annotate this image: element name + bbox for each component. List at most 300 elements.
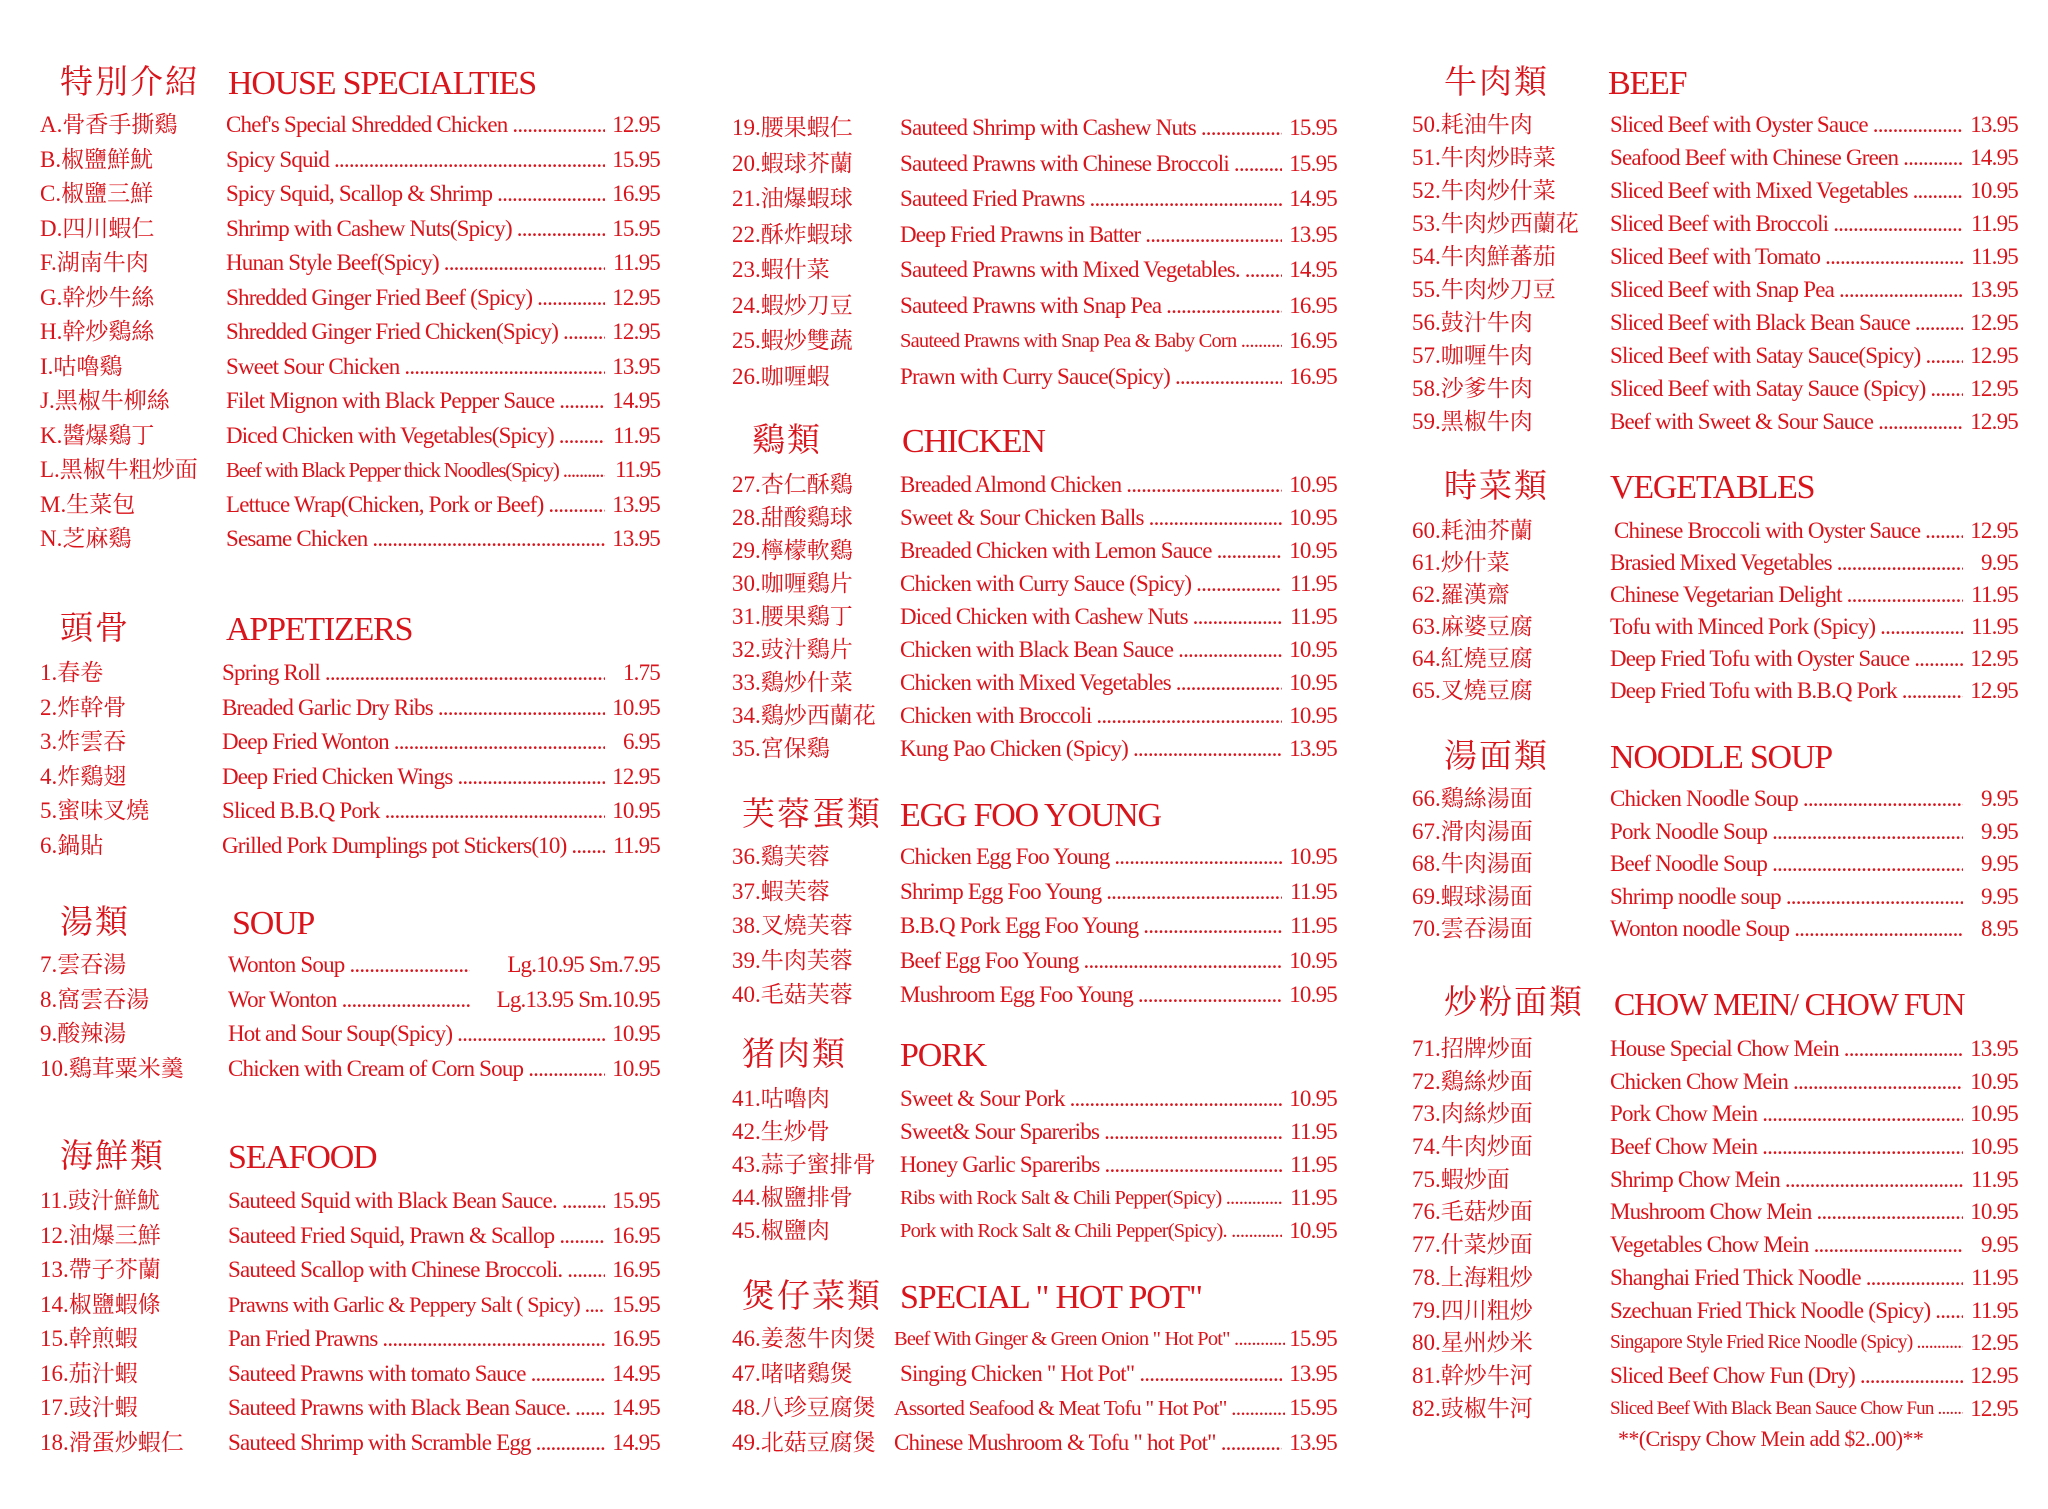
item-price: 13.95	[609, 350, 660, 385]
item-price: 16.95	[609, 177, 660, 212]
item-name-zh: 60.耗油芥蘭	[1412, 518, 1533, 543]
item-price: 13.95	[609, 522, 660, 557]
item-name-en: Sauteed Prawns with Black Bean Sauce. .....	[228, 1391, 605, 1426]
menu-item	[1412, 141, 2018, 174]
item-name-zh: 15.幹煎蝦	[40, 1326, 138, 1351]
menu-item-list	[732, 111, 1337, 395]
item-name-en: Shanghai Fried Thick Noodle .....	[1610, 1261, 1963, 1296]
item-name-zh: I.咕嚕鷄	[40, 353, 123, 379]
item-name-en: Hot and Sour Soup(Spicy) .....	[228, 1017, 605, 1052]
item-name-zh: 2.炸幹骨	[40, 694, 127, 720]
item-name-zh: 13.帶子芥蘭	[40, 1257, 161, 1282]
item-price: 10.95	[1286, 501, 1337, 536]
menu-item	[1412, 306, 2018, 339]
item-name-en: Diced Chicken with Vegetables(Spicy) .....	[226, 419, 605, 454]
item-price: 11.95	[610, 829, 660, 864]
item-price: 13.95	[1286, 218, 1337, 253]
item-name-zh: M.生菜包	[40, 491, 136, 517]
menu-item	[732, 534, 1337, 567]
item-name-zh: 20.蝦球芥蘭	[732, 150, 853, 176]
item-price: 16.95	[1286, 324, 1337, 359]
menu-item	[1412, 1392, 2018, 1425]
item-name-en: Sliced Beef with Tomato .....	[1610, 240, 1963, 275]
item-name-en: Ribs with Rock Salt & Chili Pepper(Spicy) .....	[900, 1181, 1282, 1216]
item-name-en: Chef's Special Shredded Chicken .....	[226, 108, 605, 143]
menu-item-list	[732, 840, 1337, 1013]
menu-item	[40, 794, 660, 829]
item-name-en: Chicken Chow Mein .....	[1610, 1065, 1963, 1100]
item-price: 10.95	[1286, 699, 1337, 734]
item-price: 13.95	[1967, 273, 2018, 308]
item-name-zh: 17.豉汁蝦	[40, 1395, 138, 1420]
item-name-en: Sauteed Prawns with tomato Sauce .....	[228, 1357, 605, 1392]
menu-item	[40, 246, 660, 281]
item-price: 10.95	[1286, 978, 1337, 1013]
item-name-en: Sweet Sour Chicken .....	[226, 350, 605, 385]
item-name-zh: 63.麻婆豆腐	[1412, 614, 1533, 639]
item-price: 14.95	[1286, 182, 1337, 217]
item-name-zh: 61.炒什菜	[1412, 550, 1510, 575]
item-name-en: Wor Wonton .....	[228, 983, 470, 1018]
item-name-en: Deep Fried Chicken Wings .....	[222, 760, 605, 795]
menu-item	[1412, 240, 2018, 273]
item-price: 14.95	[609, 1391, 660, 1426]
menu-item	[40, 983, 660, 1018]
item-name-zh: K.醬爆鷄丁	[40, 422, 155, 448]
section-title-zh: 時菜類	[1444, 469, 1549, 505]
menu-item	[1412, 1130, 2018, 1163]
menu-item	[732, 732, 1337, 765]
item-name-zh: 6.鍋貼	[40, 832, 104, 858]
item-price: 12.95	[609, 315, 660, 350]
item-name-en: Sliced Beef with Mixed Vegetables .....	[1610, 174, 1963, 209]
item-name-en: Mushroom Chow Mein .....	[1610, 1195, 1963, 1230]
menu-item	[732, 360, 1337, 396]
menu-item-list	[1412, 514, 2018, 706]
menu-item	[1412, 815, 2018, 848]
item-price: Lg.10.95 Sm.7.95	[504, 948, 660, 983]
item-price: 11.95	[1287, 1181, 1337, 1216]
item-price: Lg.13.95 Sm.10.95	[494, 983, 660, 1018]
menu-item	[1412, 1032, 2018, 1065]
item-price: 10.95	[1967, 174, 2018, 209]
menu-item	[732, 1322, 1337, 1357]
item-name-en: Chicken with Curry Sauce (Spicy) .....	[900, 567, 1282, 602]
item-name-zh: 37.蝦芙蓉	[732, 878, 830, 904]
item-name-en: Sauteed Prawns with Snap Pea & Baby Corn .....	[900, 324, 1282, 359]
item-name-zh: N.芝麻鷄	[40, 526, 132, 551]
item-price: 15.95	[1286, 111, 1337, 146]
menu-item	[732, 1082, 1337, 1115]
item-name-zh: 38.叉燒芙蓉	[732, 913, 853, 938]
menu-item	[1412, 1195, 2018, 1228]
menu-item	[1412, 782, 2018, 815]
item-price: 16.95	[1286, 360, 1337, 395]
item-name-en: Pork Chow Mein .....	[1610, 1097, 1963, 1132]
item-price: 10.95	[1967, 1130, 2018, 1165]
item-name-en: House Special Chow Mein .....	[1610, 1032, 1963, 1067]
menu-item	[732, 182, 1337, 218]
menu-item	[40, 212, 660, 247]
item-price: 10.95	[1286, 666, 1337, 701]
section-title-en: CHICKEN	[902, 423, 1045, 460]
menu-item	[40, 1391, 660, 1426]
menu-item	[732, 567, 1337, 600]
item-name-en: Sweet & Sour Pork .....	[900, 1082, 1282, 1117]
item-price: 10.95	[1967, 1195, 2018, 1230]
item-name-zh: 5.蜜味叉燒	[40, 798, 150, 823]
item-name-en: Beef with Sweet & Sour Sauce .....	[1610, 405, 1963, 440]
item-price: 11.95	[1287, 909, 1337, 944]
item-name-zh: 58.沙爹牛肉	[1412, 376, 1533, 401]
item-price: 8.95	[1978, 912, 2018, 947]
item-price: 14.95	[609, 384, 660, 419]
item-name-zh: 77.什菜炒面	[1412, 1232, 1533, 1258]
item-name-en: Sliced Beef Chow Fun (Dry) .....	[1610, 1359, 1963, 1394]
item-price: 12.95	[1967, 306, 2018, 341]
item-name-en: Chinese Vegetarian Delight .....	[1610, 578, 1963, 613]
menu-item	[1412, 514, 2018, 546]
item-name-en: Shrimp Chow Mein .....	[1610, 1163, 1963, 1198]
item-name-zh: 4.炸鷄翅	[40, 763, 127, 789]
item-name-zh: 7.雲吞湯	[40, 952, 127, 977]
menu-item	[732, 1357, 1337, 1392]
menu-item	[40, 1322, 660, 1357]
item-name-en: Sliced Beef with Black Bean Sauce .....	[1610, 306, 1963, 341]
item-name-zh: D.四川蝦仁	[40, 215, 155, 241]
menu-item-list	[1412, 782, 2018, 945]
item-name-en: Beef with Black Pepper thick Noodles(Spicy) .....	[226, 453, 605, 488]
item-name-en: Kung Pao Chicken (Spicy) .....	[900, 732, 1282, 767]
crispy-chow-mein-footnote: **(Crispy Chow Mein add $2..00)**	[1618, 1426, 1924, 1451]
item-name-en: Shredded Ginger Fried Chicken(Spicy) .....	[226, 315, 605, 350]
item-name-zh: 80.星州炒米	[1412, 1330, 1533, 1356]
menu-item	[40, 691, 660, 726]
item-name-en: Beef Egg Foo Young .....	[900, 944, 1282, 979]
item-name-zh: 56.鼓汁牛肉	[1412, 310, 1533, 335]
menu-item	[732, 1181, 1337, 1214]
item-price: 15.95	[1286, 1391, 1337, 1426]
item-price: 13.95	[1286, 1357, 1337, 1392]
item-name-en: Prawn with Curry Sauce(Spicy) .....	[900, 360, 1282, 395]
item-name-zh: 18.滑蛋炒蝦仁	[40, 1429, 184, 1455]
item-price: 11.95	[1287, 875, 1337, 910]
item-price: 10.95	[609, 794, 660, 829]
item-name-en: Breaded Almond Chicken .....	[900, 468, 1282, 503]
item-name-zh: 39.牛肉芙蓉	[732, 947, 853, 973]
item-price: 12.95	[609, 108, 660, 143]
section-title-en: PORK	[900, 1037, 986, 1074]
item-price: 12.95	[609, 281, 660, 316]
menu-item	[40, 281, 660, 316]
item-name-zh: 47.啫啫鷄煲	[732, 1360, 853, 1386]
item-name-zh: 35.宮保鷄	[732, 736, 830, 761]
menu-item	[1412, 610, 2018, 642]
item-price: 11.95	[1968, 240, 2018, 275]
menu-item	[1412, 1228, 2018, 1261]
item-price: 9.95	[1978, 880, 2018, 915]
item-price: 16.95	[1286, 289, 1337, 324]
item-name-en: Sliced Beef With Black Bean Sauce Chow Fun .....	[1610, 1392, 1963, 1427]
menu-item	[1412, 1359, 2018, 1392]
item-name-en: Sweet& Sour Spareribs .....	[900, 1115, 1282, 1150]
item-name-en: Deep Fried Prawns in Batter .....	[900, 218, 1282, 253]
menu-item	[40, 725, 660, 760]
menu-item	[732, 468, 1337, 501]
item-price: 11.95	[610, 246, 660, 281]
item-name-zh: C.椒鹽三鮮	[40, 181, 154, 206]
item-price: 9.95	[1978, 815, 2018, 850]
item-name-en: Chicken with Cream of Corn Soup .....	[228, 1052, 605, 1087]
section-title-zh: 芙蓉蛋類	[742, 797, 882, 833]
item-name-en: Sliced Beef with Oyster Sauce .....	[1610, 108, 1963, 143]
item-name-en: Chicken with Broccoli .....	[900, 699, 1282, 734]
item-price: 10.95	[609, 1052, 660, 1087]
item-price: 11.95	[1287, 1148, 1337, 1183]
section-title-en: EGG FOO YOUNG	[900, 797, 1161, 834]
item-price: 12.95	[1967, 1326, 2018, 1361]
item-price: 10.95	[1286, 840, 1337, 875]
item-name-zh: 33.鷄炒什菜	[732, 670, 853, 695]
menu-item	[732, 875, 1337, 910]
item-name-en: Chicken Egg Foo Young .....	[900, 840, 1282, 875]
menu-item	[40, 453, 660, 488]
menu-item	[732, 1115, 1337, 1148]
item-name-en: Sauteed Prawns with Mixed Vegetables. .....	[900, 253, 1282, 288]
section-title-en: BEEF	[1608, 65, 1687, 102]
item-name-zh: H.幹炒鷄絲	[40, 319, 155, 344]
section-title-zh: 頭骨	[60, 611, 130, 647]
menu-item	[1412, 880, 2018, 913]
menu-item-list	[732, 1322, 1337, 1460]
item-price: 10.95	[609, 1017, 660, 1052]
item-price: 10.95	[1967, 1097, 2018, 1132]
section-title-zh: 鷄類	[752, 423, 822, 459]
item-name-zh: 34.鷄炒西蘭花	[732, 703, 876, 728]
item-name-zh: 42.生炒骨	[732, 1119, 830, 1144]
item-name-en: Spicy Squid .....	[226, 143, 605, 178]
section-title-zh: 海鮮類	[60, 1139, 165, 1175]
menu-item	[40, 1219, 660, 1254]
menu-item	[732, 666, 1337, 699]
item-price: 11.95	[1287, 1115, 1337, 1150]
item-name-zh: 53.牛肉炒西蘭花	[1412, 211, 1579, 236]
item-name-zh: F.湖南牛肉	[40, 250, 149, 275]
item-name-en: Sauteed Squid with Black Bean Sauce. .....	[228, 1184, 605, 1219]
item-name-zh: 81.幹炒牛河	[1412, 1362, 1533, 1388]
menu-item	[732, 289, 1337, 325]
item-name-en: Filet Mignon with Black Pepper Sauce .....	[226, 384, 605, 419]
item-name-zh: 12.油爆三鮮	[40, 1222, 161, 1248]
menu-item	[1412, 174, 2018, 207]
menu-item	[732, 1214, 1337, 1247]
menu-item	[732, 699, 1337, 732]
item-name-zh: 49.北菇豆腐煲	[732, 1429, 876, 1455]
item-name-en: Sauteed Shrimp with Scramble Egg .....	[228, 1426, 605, 1461]
item-price: 13.95	[1967, 108, 2018, 143]
item-price: 15.95	[1286, 147, 1337, 182]
menu-item	[40, 384, 660, 419]
menu-item-list	[1412, 108, 2018, 438]
item-name-zh: 78.上海粗炒	[1412, 1264, 1533, 1290]
menu-item	[732, 978, 1337, 1013]
item-price: 9.95	[1978, 546, 2018, 581]
item-name-zh: 23.蝦什菜	[732, 257, 830, 282]
menu-item	[732, 501, 1337, 534]
item-price: 12.95	[1967, 514, 2018, 549]
item-name-zh: 54.牛肉鮮蕃茄	[1412, 244, 1556, 269]
item-name-en: Deep Fried Tofu with Oyster Sauce .....	[1610, 642, 1963, 677]
item-name-zh: 36.鷄芙蓉	[732, 844, 830, 869]
item-name-en: Brasied Mixed Vegetables .....	[1610, 546, 1963, 581]
item-price: 9.95	[1978, 782, 2018, 817]
item-name-zh: 65.叉燒豆腐	[1412, 678, 1533, 703]
menu-item	[40, 760, 660, 795]
item-price: 13.95	[1286, 1426, 1337, 1461]
item-price: 16.95	[609, 1322, 660, 1357]
item-name-zh: 45.椒鹽肉	[732, 1218, 830, 1243]
section-title-en: SEAFOOD	[228, 1139, 377, 1176]
menu-item	[732, 1426, 1337, 1461]
item-price: 11.95	[1287, 567, 1337, 602]
item-name-en: Sesame Chicken .....	[226, 522, 605, 557]
item-name-zh: 21.油爆蝦球	[732, 186, 853, 211]
menu-item	[1412, 912, 2018, 945]
item-name-zh: 71.招牌炒面	[1412, 1036, 1533, 1061]
item-price: 9.95	[1978, 847, 2018, 882]
item-name-en: Breaded Garlic Dry Ribs .....	[222, 691, 605, 726]
item-name-zh: L.黑椒牛粗炒面	[40, 457, 198, 482]
item-name-en: Vegetables Chow Mein .....	[1610, 1228, 1963, 1263]
menu-item	[1412, 578, 2018, 610]
menu-item	[40, 315, 660, 350]
section-title-zh: 湯面類	[1444, 739, 1549, 775]
item-name-en: Pork with Rock Salt & Chili Pepper(Spicy). .....	[900, 1214, 1282, 1249]
item-name-zh: 44.椒鹽排骨	[732, 1185, 853, 1210]
item-name-zh: 43.蒜子蜜排骨	[732, 1152, 876, 1177]
item-name-en: Breaded Chicken with Lemon Sauce .....	[900, 534, 1282, 569]
item-name-zh: 67.滑肉湯面	[1412, 818, 1533, 844]
item-price: 14.95	[1286, 253, 1337, 288]
item-name-en: Singapore Style Fried Rice Noodle (Spicy) .....	[1610, 1326, 1963, 1361]
menu-item-list	[732, 468, 1337, 765]
menu-item	[1412, 1097, 2018, 1130]
menu-item-list	[40, 108, 660, 557]
menu-item	[40, 350, 660, 385]
item-price: 1.75	[620, 656, 660, 691]
menu-item	[40, 488, 660, 523]
item-name-zh: 3.炸雲吞	[40, 729, 127, 754]
menu-item	[1412, 207, 2018, 240]
item-name-zh: 70.雲吞湯面	[1412, 916, 1533, 941]
item-price: 11.95	[1968, 207, 2018, 242]
menu-item	[1412, 339, 2018, 372]
item-name-zh: A.骨香手撕鷄	[40, 112, 178, 137]
menu-item	[1412, 273, 2018, 306]
menu-item	[40, 177, 660, 212]
section-title-en: CHOW MEIN/ CHOW FUN	[1614, 986, 1965, 1022]
menu-item	[40, 1253, 660, 1288]
item-name-zh: 64.紅燒豆腐	[1412, 646, 1533, 671]
menu-item	[1412, 1294, 2018, 1327]
menu-item	[1412, 546, 2018, 578]
item-name-zh: 59.黑椒牛肉	[1412, 409, 1533, 434]
menu-item	[1412, 108, 2018, 141]
item-name-zh: 27.杏仁酥鷄	[732, 472, 853, 497]
item-name-zh: 25.蝦炒雙蔬	[732, 328, 853, 353]
item-price: 15.95	[1286, 1322, 1337, 1357]
item-name-en: Shrimp noodle soup .....	[1610, 880, 1963, 915]
item-price: 11.95	[1968, 578, 2018, 613]
menu-item-list	[1412, 1032, 2018, 1424]
item-name-zh: 50.耗油牛肉	[1412, 112, 1533, 137]
section-title-en: HOUSE SPECIALTIES	[228, 65, 536, 102]
item-price: 6.95	[620, 725, 660, 760]
item-price: 12.95	[1967, 339, 2018, 374]
item-name-zh: 28.甜酸鷄球	[732, 505, 853, 530]
item-name-en: Chinese Mushroom & Tofu " hot Pot" .....	[894, 1426, 1282, 1461]
menu-item	[732, 1148, 1337, 1181]
menu-item	[732, 840, 1337, 875]
menu-item	[40, 1288, 660, 1323]
item-name-en: Grilled Pork Dumplings pot Stickers(10) .....	[222, 829, 605, 864]
menu-item	[40, 1052, 660, 1087]
item-price: 10.95	[609, 691, 660, 726]
item-price: 12.95	[1967, 674, 2018, 709]
menu-item	[40, 143, 660, 178]
item-name-en: Sliced Beef with Snap Pea .....	[1610, 273, 1963, 308]
item-name-zh: 10.鷄茸粟米羹	[40, 1055, 184, 1081]
item-name-zh: 68.牛肉湯面	[1412, 851, 1533, 876]
item-price: 14.95	[609, 1357, 660, 1392]
item-price: 10.95	[1286, 944, 1337, 979]
item-price: 10.95	[1286, 468, 1337, 503]
menu-item	[1412, 674, 2018, 706]
menu-item	[732, 600, 1337, 633]
item-price: 12.95	[1967, 372, 2018, 407]
menu-item	[732, 944, 1337, 979]
item-name-en: Mushroom Egg Foo Young .....	[900, 978, 1282, 1013]
item-name-en: Pork Noodle Soup .....	[1610, 815, 1963, 850]
menu-item-list	[732, 1082, 1337, 1247]
section-title-zh: 湯類	[60, 905, 130, 941]
item-name-en: Sweet & Sour Chicken Balls .....	[900, 501, 1282, 536]
item-name-zh: 30.咖喱鷄片	[732, 571, 853, 596]
item-price: 15.95	[609, 1184, 660, 1219]
item-name-zh: 62.羅漢齋	[1412, 582, 1510, 607]
item-price: 11.95	[1968, 610, 2018, 645]
menu-item	[1412, 372, 2018, 405]
menu-item	[732, 633, 1337, 666]
menu-item	[1412, 1326, 2018, 1359]
item-name-en: Assorted Seafood & Meat Tofu " Hot Pot" .....	[894, 1391, 1285, 1426]
item-name-en: Wonton Soup .....	[228, 948, 470, 983]
item-name-en: Singing Chicken " Hot Pot" .....	[900, 1357, 1282, 1392]
item-price: 14.95	[609, 1426, 660, 1461]
item-name-zh: 51.牛肉炒時菜	[1412, 145, 1556, 170]
section-title-zh: 煲仔菜類	[742, 1279, 882, 1315]
item-name-en: Chicken with Mixed Vegetables .....	[900, 666, 1282, 701]
menu-item	[732, 909, 1337, 944]
item-name-en: Beef Noodle Soup .....	[1610, 847, 1963, 882]
item-name-zh: 29.檸檬軟鷄	[732, 538, 853, 563]
item-price: 15.95	[609, 1288, 660, 1323]
item-name-en: Shrimp Egg Foo Young .....	[900, 875, 1282, 910]
item-price: 10.95	[1967, 1065, 2018, 1100]
section-title-en: APPETIZERS	[226, 611, 413, 648]
menu-item	[1412, 1261, 2018, 1294]
item-name-en: B.B.Q Pork Egg Foo Young .....	[900, 909, 1282, 944]
